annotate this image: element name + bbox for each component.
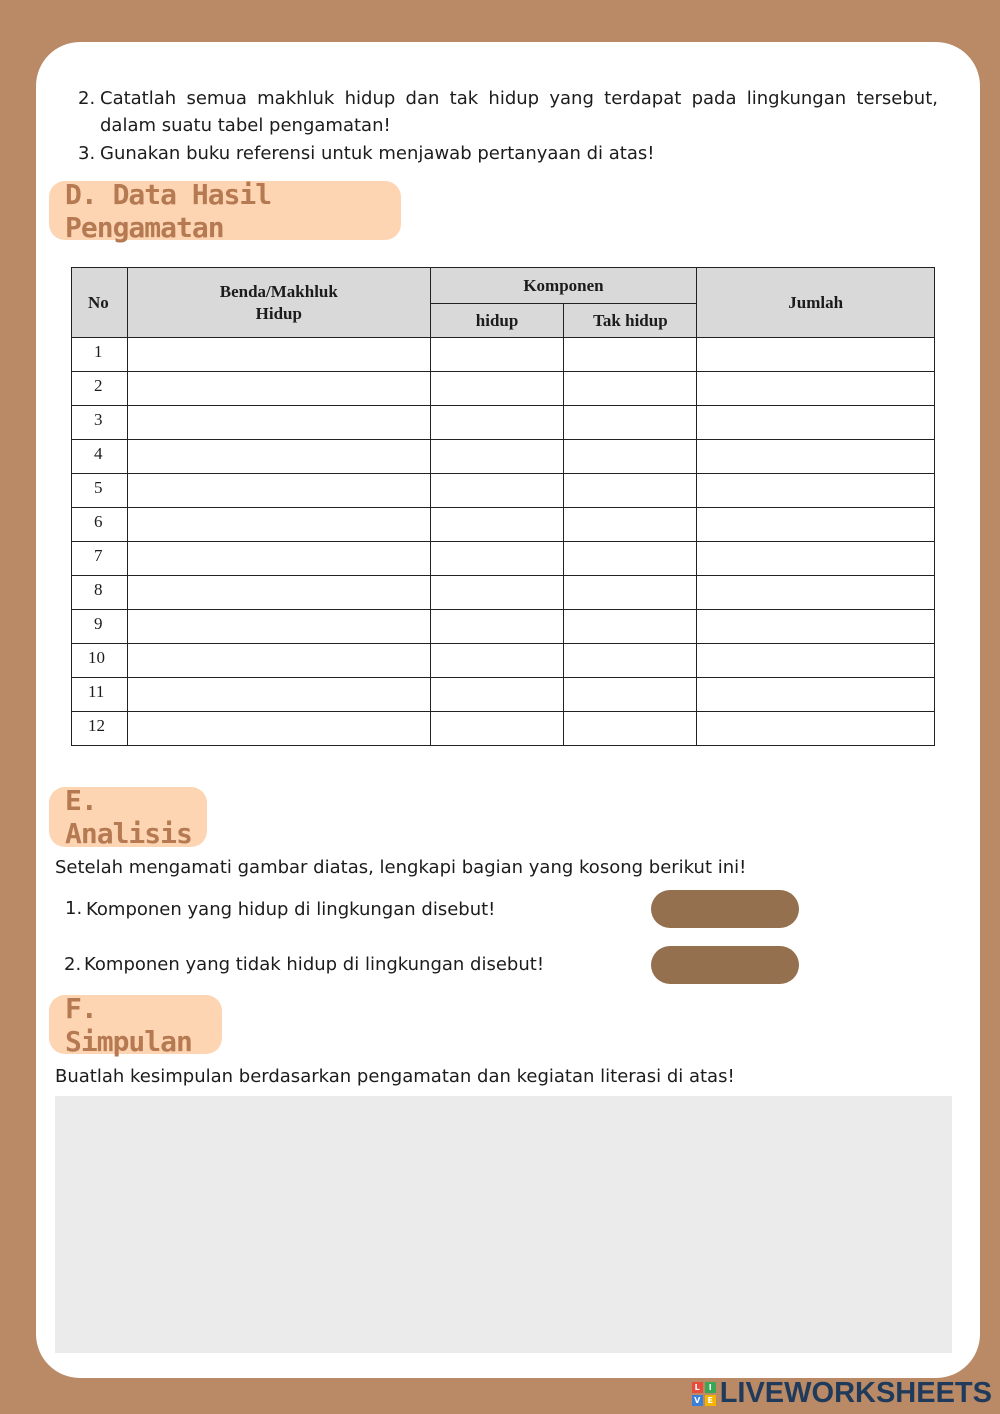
object-cell[interactable] [127, 406, 430, 440]
question-text: Komponen yang tidak hidup di lingkungan disebut! [84, 954, 545, 975]
object-cell[interactable] [127, 474, 430, 508]
object-cell[interactable] [127, 338, 430, 372]
row-number: 6 [72, 508, 128, 542]
header-component: Komponen [430, 268, 697, 304]
total-cell[interactable] [697, 542, 935, 576]
header-total: Jumlah [697, 268, 935, 338]
header-no: No [72, 268, 128, 338]
total-cell[interactable] [697, 406, 935, 440]
table-row [72, 474, 935, 508]
logo-letter: V [692, 1395, 703, 1406]
instruction-text: Gunakan buku referensi untuk menjawab pertanyaan di atas! [100, 143, 655, 164]
object-cell[interactable] [127, 576, 430, 610]
instruction-item [78, 85, 938, 139]
total-cell[interactable] [697, 372, 935, 406]
section-e-heading [49, 784, 207, 850]
object-cell[interactable] [127, 644, 430, 678]
table-row [72, 576, 935, 610]
table-row [72, 338, 935, 372]
row-number: 10 [72, 644, 128, 678]
table-row [72, 644, 935, 678]
conclusion-prompt: Buatlah kesimpulan berdasarkan pengamatan dan kegiatan literasi di atas! [55, 1066, 735, 1087]
alive-cell[interactable] [430, 474, 564, 508]
logo-letter: E [705, 1395, 716, 1406]
not-alive-cell[interactable] [564, 678, 697, 712]
conclusion-answer-box[interactable] [55, 1096, 952, 1353]
question-text: Komponen yang hidup di lingkungan disebut! [86, 899, 496, 920]
alive-cell[interactable] [430, 678, 564, 712]
section-f-heading [49, 991, 222, 1058]
row-number: 8 [72, 576, 128, 610]
observation-table [71, 267, 935, 746]
table-row [72, 406, 935, 440]
table-row [72, 372, 935, 406]
section-f-title: F. Simpulan [65, 991, 192, 1058]
not-alive-cell[interactable] [564, 542, 697, 576]
row-number: 11 [72, 678, 128, 712]
not-alive-cell[interactable] [564, 440, 697, 474]
total-cell[interactable] [697, 576, 935, 610]
section-d-heading [49, 177, 401, 244]
logo-letter: L [692, 1382, 703, 1393]
row-number: 7 [72, 542, 128, 576]
instruction-item [78, 140, 938, 167]
answer-drop-zone-1[interactable] [651, 890, 799, 928]
alive-cell[interactable] [430, 508, 564, 542]
logo-letter: I [705, 1382, 716, 1393]
total-cell[interactable] [697, 610, 935, 644]
header-alive: hidup [430, 304, 564, 338]
total-cell[interactable] [697, 508, 935, 542]
object-cell[interactable] [127, 678, 430, 712]
brand-name: LIVEWORKSHEETS [719, 1377, 992, 1409]
object-cell[interactable] [127, 542, 430, 576]
not-alive-cell[interactable] [564, 576, 697, 610]
table-row [72, 712, 935, 746]
section-d-title: D. Data Hasil Pengamatan [65, 177, 272, 244]
row-number: 3 [72, 406, 128, 440]
row-number: 9 [72, 610, 128, 644]
alive-cell[interactable] [430, 610, 564, 644]
object-cell[interactable] [127, 440, 430, 474]
total-cell[interactable] [697, 678, 935, 712]
not-alive-cell[interactable] [564, 372, 697, 406]
object-cell[interactable] [127, 712, 430, 746]
object-cell[interactable] [127, 610, 430, 644]
not-alive-cell[interactable] [564, 508, 697, 542]
instruction-number: 3. [78, 143, 96, 164]
not-alive-cell[interactable] [564, 610, 697, 644]
liveworksheets-brand [692, 1377, 992, 1410]
header-object-text: Benda/Makhluk Hidup [219, 281, 338, 323]
row-number: 1 [72, 338, 128, 372]
table-row [72, 542, 935, 576]
analysis-intro: Setelah mengamati gambar diatas, lengkapi bagian yang kosong berikut ini! [55, 857, 747, 878]
total-cell[interactable] [697, 338, 935, 372]
header-object [127, 268, 430, 338]
liveworksheets-logo-icon [692, 1382, 716, 1406]
row-number: 12 [72, 712, 128, 746]
instruction-text: Catatlah semua makhluk hidup dan tak hidup yang terdapat pada lingkungan tersebut, dalam suatu tabel pengamatan! [100, 88, 938, 136]
question-number: 2. [64, 954, 82, 975]
row-number: 4 [72, 440, 128, 474]
alive-cell[interactable] [430, 338, 564, 372]
answer-drop-zone-2[interactable] [651, 946, 799, 984]
alive-cell[interactable] [430, 644, 564, 678]
alive-cell[interactable] [430, 576, 564, 610]
instruction-number: 2. [78, 88, 96, 109]
alive-cell[interactable] [430, 406, 564, 440]
table-row [72, 440, 935, 474]
not-alive-cell[interactable] [564, 712, 697, 746]
header-not-alive: Tak hidup [564, 304, 697, 338]
alive-cell[interactable] [430, 712, 564, 746]
question-number: 1. [65, 898, 83, 919]
total-cell[interactable] [697, 440, 935, 474]
alive-cell[interactable] [430, 372, 564, 406]
total-cell[interactable] [697, 644, 935, 678]
row-number: 2 [72, 372, 128, 406]
table-row [72, 678, 935, 712]
table-row [72, 610, 935, 644]
not-alive-cell[interactable] [564, 406, 697, 440]
total-cell[interactable] [697, 474, 935, 508]
object-cell[interactable] [127, 372, 430, 406]
total-cell[interactable] [697, 712, 935, 746]
not-alive-cell[interactable] [564, 644, 697, 678]
row-number: 5 [72, 474, 128, 508]
section-e-title: E. Analisis [65, 784, 192, 850]
alive-cell[interactable] [430, 542, 564, 576]
object-cell[interactable] [127, 508, 430, 542]
not-alive-cell[interactable] [564, 474, 697, 508]
not-alive-cell[interactable] [564, 338, 697, 372]
table-row [72, 508, 935, 542]
alive-cell[interactable] [430, 440, 564, 474]
